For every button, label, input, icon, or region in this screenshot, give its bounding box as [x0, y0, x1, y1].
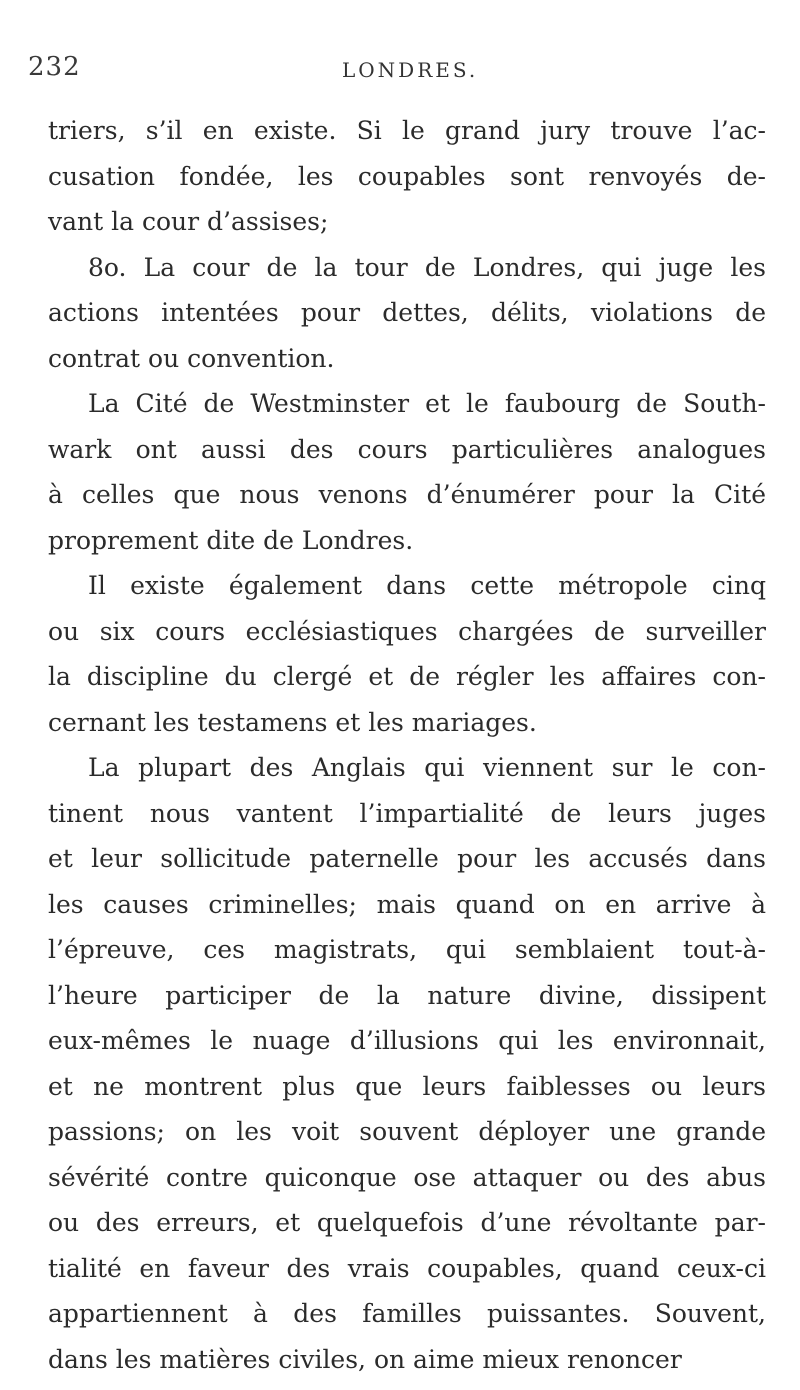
text-line: proprement dite de Londres. — [48, 525, 414, 555]
text-line: passions; on les voit souvent déployer une grande — [48, 1117, 766, 1146]
text-line: sévérité contre quiconque ose attaquer ou des abus — [48, 1162, 766, 1192]
text-line: tialité en faveur des vrais coupables, quand ceux-ci — [48, 1253, 766, 1283]
text-line: wark ont aussi des cours particulières analogues — [48, 434, 766, 464]
text-line: à celles que nous venons d’énumérer pour la Cité — [48, 480, 766, 509]
text-line: actions intentées pour dettes, délits, violations de — [48, 298, 766, 327]
text-line: eux-mêmes le nuage d’illusions qui les environnait, — [48, 1026, 766, 1055]
text-line: contrat ou convention. — [48, 343, 335, 373]
text-line: dans les matières civiles, on aime mieux renoncer — [48, 1344, 682, 1374]
text-line: vant la cour d’assises; — [48, 207, 329, 236]
text-line: ou six cours ecclésiastiques chargées de surveiller — [48, 616, 766, 646]
text-line: La plupart des Anglais qui viennent sur le con- — [88, 753, 766, 782]
text-line: l’heure participer de la nature divine, dissipent — [48, 980, 766, 1010]
text-line: tinent nous vantent l’impartialité de leurs juges — [48, 798, 766, 828]
text-line: ou des erreurs, et quelquefois d’une révoltante par- — [48, 1208, 766, 1237]
text-line: cusation fondée, les coupables sont renvoyés de- — [48, 161, 766, 191]
page-header — [28, 52, 778, 92]
text-line: appartiennent à des familles puissantes. Souvent, — [48, 1299, 766, 1328]
text-line: et ne montrent plus que leurs faiblesses ou leurs — [48, 1071, 766, 1101]
body-text — [48, 108, 766, 1382]
text-line: et leur sollicitude paternelle pour les accusés dans — [48, 844, 766, 873]
text-line: La Cité de Westminster et le faubourg de South- — [88, 389, 766, 418]
text-line: Il existe également dans cette métropole cinq — [88, 571, 766, 600]
text-line: la discipline du clergé et de régler les affaires con- — [48, 662, 766, 691]
text-line: l’épreuve, ces magistrats, qui semblaient tout-à- — [48, 935, 766, 964]
running-title: LONDRES. — [342, 58, 479, 82]
text-line: les causes criminelles; mais quand on en arrive à — [48, 889, 766, 919]
text-line: cernant les testamens et les mariages. — [48, 707, 537, 737]
page-number: 232 — [28, 52, 81, 82]
text-line: triers, s’il en existe. Si le grand jury trouve l’ac- — [48, 116, 766, 145]
text-line: 8o. La cour de la tour de Londres, qui juge les — [88, 252, 766, 282]
